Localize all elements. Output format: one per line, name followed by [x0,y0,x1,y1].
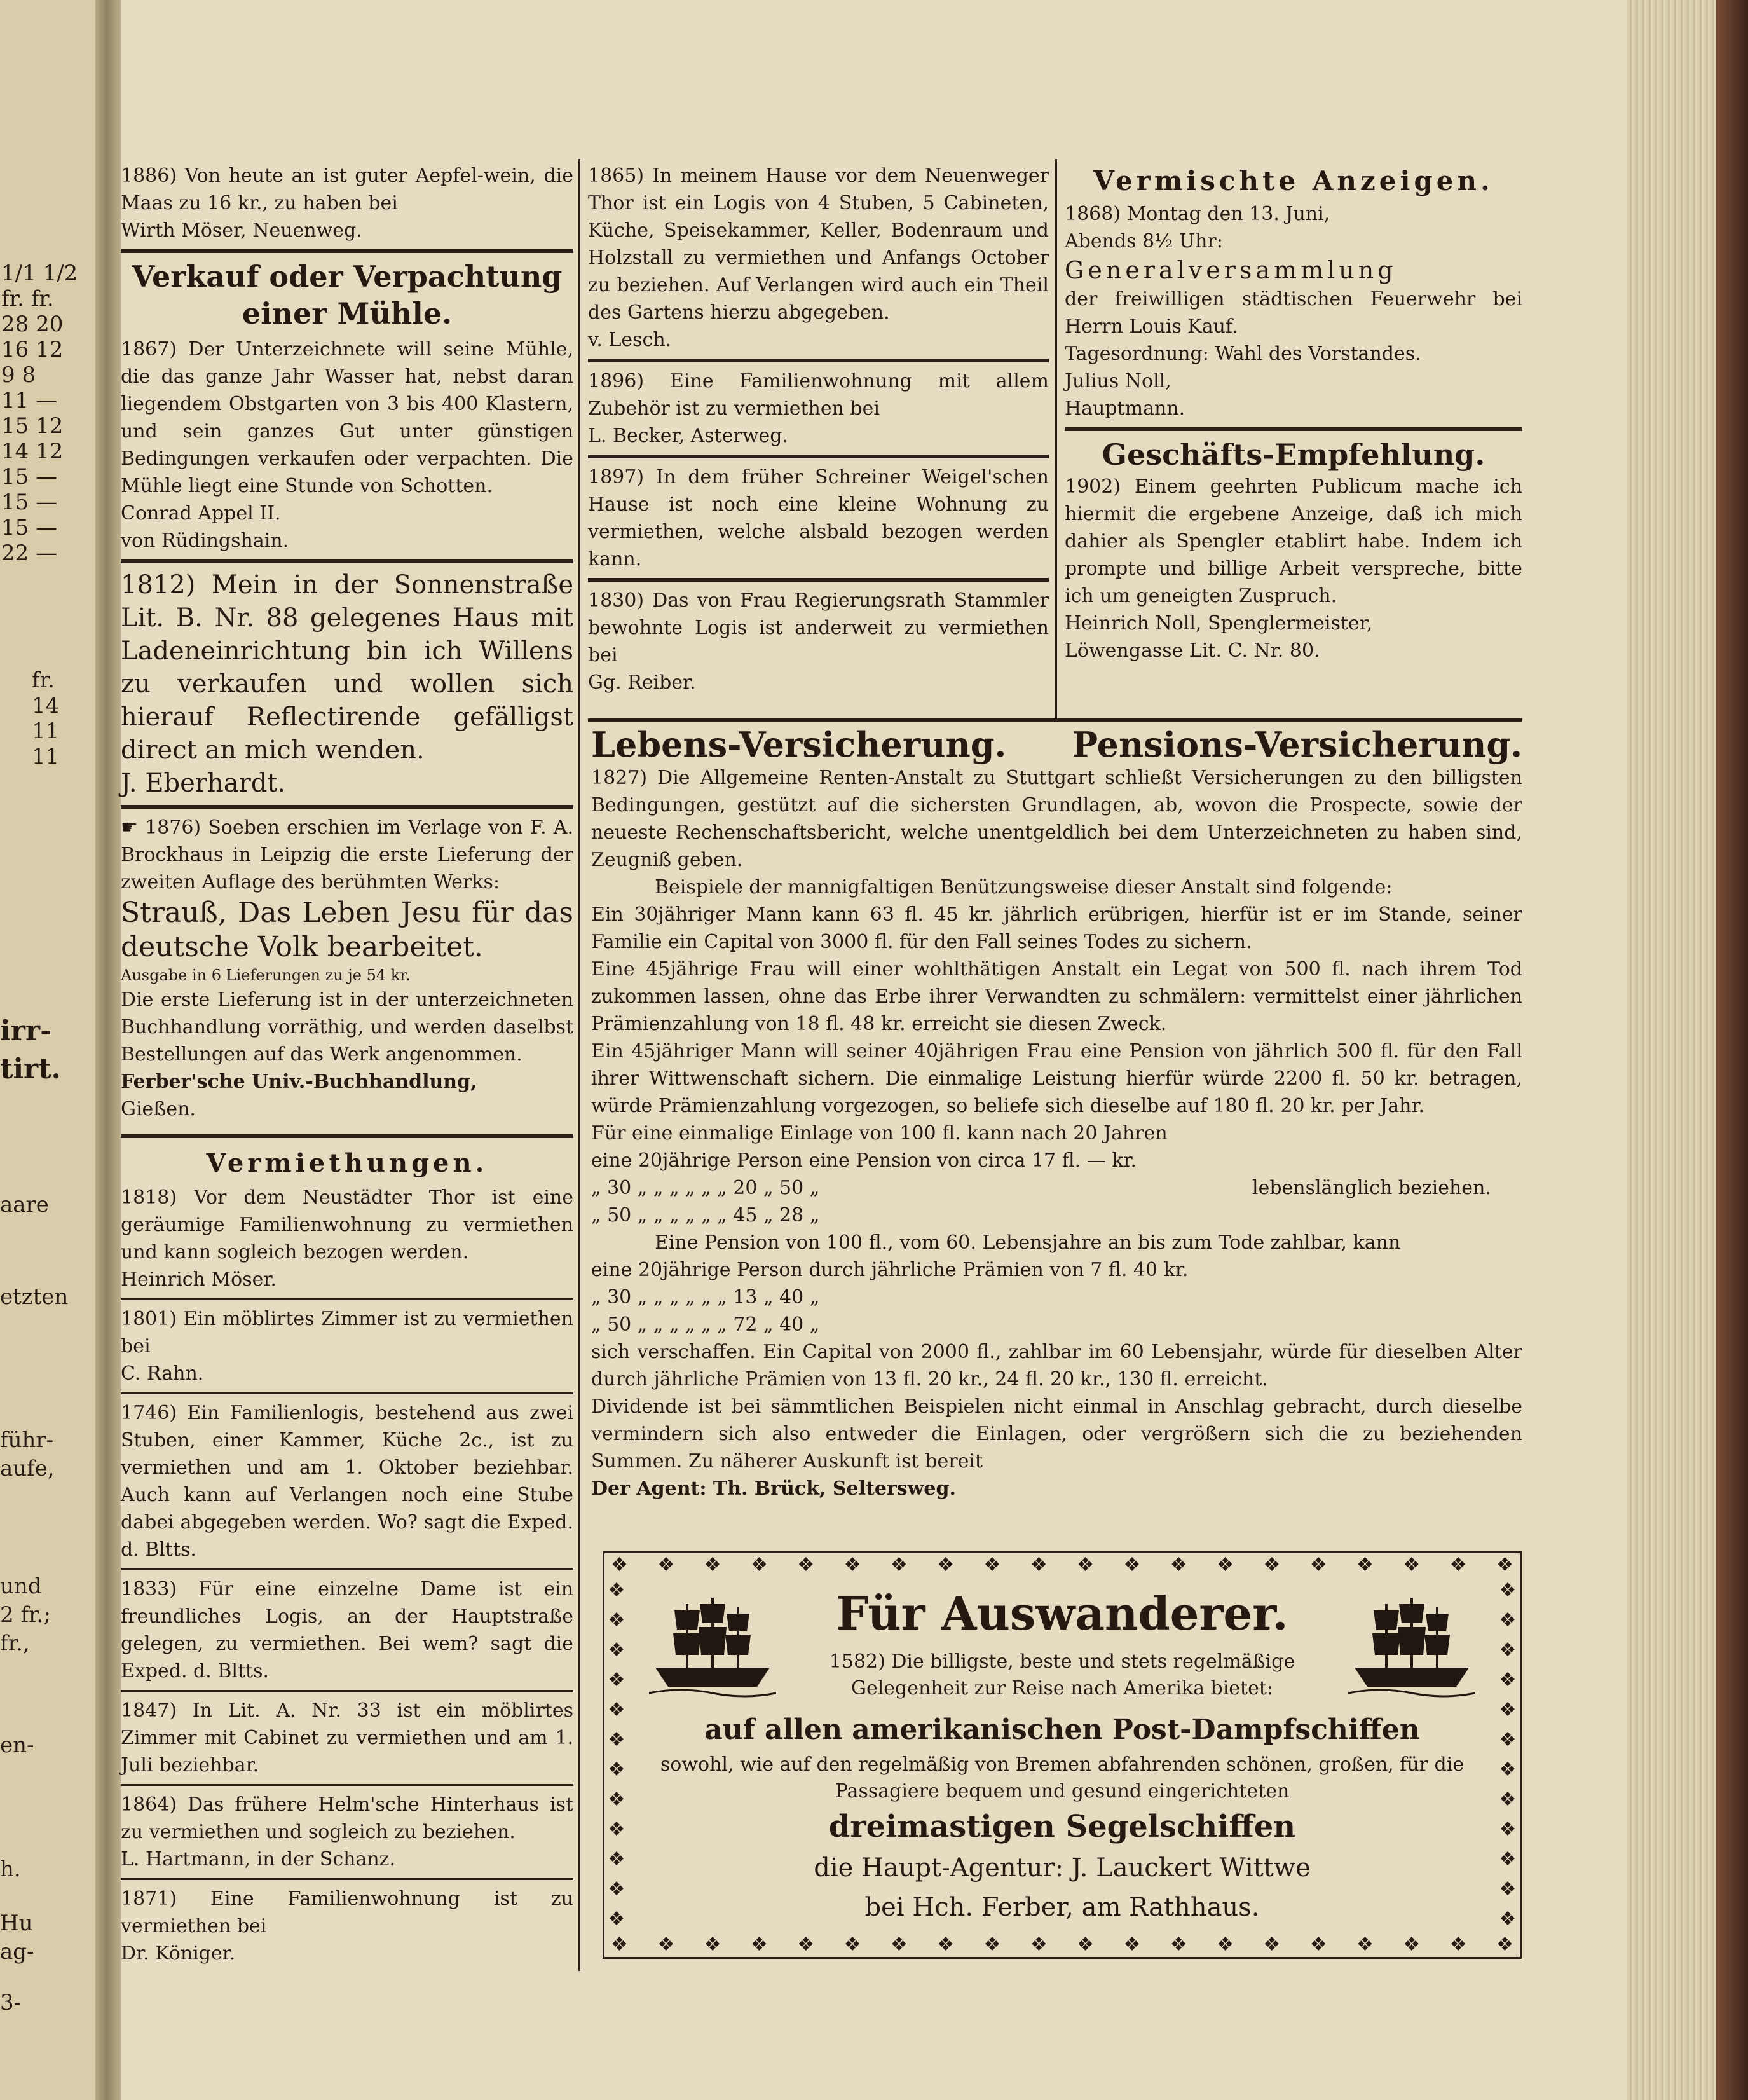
ad-1876: ☛ 1876) Soeben erschien im Verlage von F. A. Brockhaus in Leipzig die erste Lieferung der zweiten Auflage des berühmten Werks: Strauß, Das Leben Jesu für das deutsche Volk bearbeitet. Ausgabe in 6 Lieferungen zu je 54 kr. Die erste Lieferung ist in der unterzeichneten Buchhandlung vorräthig, und werden daselbst Bestellungen auf das Werk angenommen. Ferber'sche Univ.-Buchhandlung, Gießen. [121,816,573,1120]
column-2 [588,162,1049,696]
column-rule [1055,159,1057,718]
gutter-word: en- [0,1733,34,1758]
divider [121,1568,573,1570]
pension-table-1: Für eine einmalige Einlage von 100 fl. kann nach 20 Jahren eine 20jährige Person eine Pension von circa 17 fl. — kr. „ 30 „ „ „ „ „ „ 20 „ 50 „ „ 50 „ „ „ „ „ „ 45 „ 28 „ lebenslänglich beziehen. [591,1122,1491,1226]
gutter-word: tirt. [0,1053,61,1085]
emigrant-ad-frame [603,1551,1522,1959]
ad-1886: 1886) Von heute an ist guter Aepfel-wein, die Maas zu 16 kr., zu haben bei Wirth Möser, Neuenweg. [121,165,573,242]
gutter-word: 3- [0,1990,22,2015]
ad-1896: 1896) Eine Familienwohnung mit allem Zubehör ist zu vermiethen bei L. Becker, Asterweg. [588,370,1049,447]
sailing-ship-icon [1348,1591,1475,1699]
ad-1902: 1902) Einem geehrten Publicum mache ich hiermit die ergebene Anzeige, daß ich mich dahier als Spengler etablirt habe. Indem ich prompte und billige Arbeit verspreche, bitte ich um geneigten Zuspruch. Heinrich Noll, Spenglermeister, Löwengasse Lit. C. Nr. 80. [1065,476,1522,662]
column-rule [578,159,580,1971]
heading-geschaefts-empfehlung: Geschäfts-Empfehlung. [1102,437,1485,472]
emigrant-intro: 1582) Die billigste, beste und stets regelmäßige Gelegenheit zur Reise nach Amerika bietet: [829,1650,1295,1699]
divider [588,455,1049,458]
ad-1818: 1818) Vor dem Neustädter Thor ist eine geräumige Familienwohnung zu vermiethen und kann sogleich bezogen werden. Heinrich Möser. [121,1186,573,1291]
ad-1871: 1871) Eine Familienwohnung ist zu vermiethen bei Dr. Königer. [121,1888,573,1965]
gutter-word: und [0,1574,42,1599]
insurance-headings [591,725,1522,764]
heading-lebens-versicherung: Lebens-Versicherung. [591,724,1007,765]
ad-1812: 1812) Mein in der Sonnenstraße Lit. B. Nr. 88 gelegenes Haus mit Ladeneinrichtung bin ich Willens zu verkaufen und wollen sich hierauf Reflectirende gefälligst direct an mich wenden. J. Eberhardt. [121,570,573,798]
gutter-word: ag- [0,1939,34,1965]
divider [588,578,1049,582]
left-facing-page [0,0,105,2100]
gutter-word: etzten [0,1284,69,1310]
column-3 [1065,162,1522,664]
ad-1833: 1833) Für eine einzelne Dame ist ein freundliches Logis, an der Hauptstraße gelegen, zu vermiethen. Bei wem? sagt die Exped. d. Bltts. [121,1578,573,1682]
ad-1864: 1864) Das frühere Helm'sche Hinterhaus ist zu vermiethen und sogleich zu beziehen. L. Hartmann, in der Schanz. [121,1794,573,1870]
heading-muehle: Verkauf oder Verpachtung einer Mühle. [132,259,563,331]
heading-vermischte-anzeigen: Vermischte Anzeigen. [1093,165,1494,196]
heading-fuer-auswanderer: Für Auswanderer. [836,1586,1288,1640]
heading-pensions-versicherung: Pensions-Versicherung. [1072,724,1522,765]
divider [121,1690,573,1692]
column-1 [121,162,573,1967]
ornament-border-right: ❖ ❖ ❖ ❖ ❖ ❖ ❖ ❖ ❖ ❖ ❖ ❖ [1499,1579,1517,1930]
gutter-word: fr., [0,1631,30,1656]
ad-1868: 1868) Montag den 13. Juni, Abends 8½ Uhr: Generalversammlung der freiwilligen städtischen Feuerwehr bei Herrn Louis Kauf. Tagesordnung: Wahl des Vorstandes. Julius Noll, Hauptmann. [1065,203,1522,420]
gutter-word: aufe, [0,1456,55,1481]
divider [121,1878,573,1880]
gutter-word: führ- [0,1427,54,1453]
gutter-table-2: fr. 14 11 11 [32,668,60,769]
gutter-table: 1/1 1/2 fr. fr. 28 20 16 12 9 8 11 — 15 12 14 12 15 — 15 — 15 — 22 — [1,261,78,566]
emigrant-agentur: die Haupt-Agentur: J. Lauckert Wittwe [814,1853,1311,1883]
divider [121,1392,573,1394]
ornament-border-bottom: ❖ ❖ ❖ ❖ ❖ ❖ ❖ ❖ ❖ ❖ ❖ ❖ ❖ ❖ ❖ ❖ ❖ ❖ ❖ ❖ [611,1933,1513,1956]
divider [121,1298,573,1300]
emigrant-heading-wrap [782,1585,1342,1642]
ad-1801: 1801) Ein möblirtes Zimmer ist zu vermiethen bei C. Rahn. [121,1308,573,1385]
gutter-word: irr- [0,1015,52,1047]
section-divider [588,718,1522,722]
divider [121,559,573,563]
emigrant-segelschiffen: dreimastigen Segelschiffen [828,1809,1296,1844]
ad-1867: 1867) Der Unterzeichnete will seine Mühle, die das ganze Jahr Wasser hat, nebst daran liegendem Obstgarten von 3 bis 400 Klastern, und sein ganzes Gut unter günstigen Bedingungen verkaufen oder verpachten. Die Mühle liegt eine Stunde von Schotten. Conrad Appel II. von Rüdingshain. [121,338,573,552]
ad-1865: 1865) In meinem Hause vor dem Neuenweger Thor ist ein Logis von 4 Stuben, 5 Cabineten, Küche, Speisekammer, Keller, Bodenraum und Holzstall zu vermiethen und Anfangs October zu beziehen. Auf Verlangen wird auch ein Theil des Gartens hierzu abgegeben. v. Lesch. [588,165,1049,351]
ad-1830: 1830) Das von Frau Regierungsrath Stammler bewohnte Logis ist anderweit zu vermiethen bei Gg. Reiber. [588,589,1049,694]
ornament-border-top: ❖ ❖ ❖ ❖ ❖ ❖ ❖ ❖ ❖ ❖ ❖ ❖ ❖ ❖ ❖ ❖ ❖ ❖ ❖ ❖ [611,1554,1513,1576]
gutter-word: Hu [0,1911,33,1936]
emigrant-ferber: bei Hch. Ferber, am Rathhaus. [864,1893,1260,1922]
book-cover-edge [1716,0,1748,2100]
binding-shadow [95,0,124,2100]
heading-vermiethungen: Vermiethungen. [206,1148,488,1178]
divider [121,249,573,253]
divider [588,359,1049,362]
divider [121,1784,573,1786]
divider [121,1134,573,1138]
divider [121,805,573,809]
ad-1847: 1847) In Lit. A. Nr. 33 ist ein möblirtes Zimmer mit Cabinet zu vermiethen und am 1. Juli beziehbar. [121,1699,573,1776]
ad-1897: 1897) In dem früher Schreiner Weigel'schen Hause ist noch eine kleine Wohnung zu vermiethen, welche alsbald bezogen werden kann. [588,466,1049,570]
gutter-word: aare [0,1192,49,1218]
gutter-word: h. [0,1856,21,1882]
ornament-border-left: ❖ ❖ ❖ ❖ ❖ ❖ ❖ ❖ ❖ ❖ ❖ ❖ [608,1579,625,1930]
insurance-ad: Lebens-Versicherung. Pensions-Versicherung. 1827) Die Allgemeine Renten-Anstalt zu Stuttgart schließt Versicherungen zu den billigsten Bedingungen, gestützt auf die sichersten Grundlagen, ab, wovon die Prospecte, sowie der neueste Rechenschaftsbericht, welche unentgeldlich bei dem Unterzeichneten zu haben sind, Zeugniß geben. Beispiele der mannigfaltigen Benützungsweise dieser Anstalt sind folgende: Ein 30jähriger Mann kann 63 fl. 45 kr. jährlich erübrigen, hierfür ist er im Stande, seiner Familie ein Capital von 3000 fl. für den Fall seines Todes zu sichern. Eine 45jährige Frau will einer wohlthätigen Anstalt ein Legat von 500 fl. nach ihrem Tod zukommen lassen, ohne das Erbe ihrer Verwandten zu schmälern: vermittelst einer jährlichen Prämienzahlung von 18 fl. 48 kr. erreicht sie diesen Zweck. Ein 45jähriger Mann will seiner 40jährigen Frau eine Pension von jährlich 500 fl. für den Fall ihrer Wittwenschaft sichern. Die einmalige Leistung hierfür würde 2200 fl. 50 kr. betragen, würde Prämienzahlung vorgezogen, so beliefe sich dieselbe auf 180 fl. 20 kr. per Jahr. Für eine einmalige Einlage von 100 fl. kann nach 20 Jahren eine 20jährige Person eine Pension von circa 17 fl. — kr. „ 30 „ „ „ „ „ „ 20 „ 50 „ „ 50 „ „ „ „ „ „ 45 „ 28 „ lebenslänglich beziehen. Eine Pension von 100 fl., vom 60. Lebensjahre an bis zum Tode zahlbar, kann eine 20jährige Person durch jährliche Prämien von 7 fl. 40 kr. „ 30 „ „ „ „ „ „ 13 „ 40 „ „ 50 „ „ „ „ „ „ 72 „ 40 „ sich verschaffen. Ein Capital von 2000 fl., zahlbar im 60 Lebensjahr, würde für dieselben Alter durch jährliche Prämien von 13 fl. 20 kr., 24 fl. 20 kr., 130 fl. erreicht. Dividende ist bei sämmtlichen Beispielen nicht einmal in Anschlag gebracht, durch dieselbe vermindern sich also entweder die Einlagen, oder vergrößern sich die zu beziehenden Summen. Zu näherer Auskunft ist bereit Der Agent: Th. Brück, Seltersweg. [591,724,1522,1500]
emigrant-dampfschiffen: auf allen amerikanischen Post-Dampfschiffen [704,1713,1420,1746]
sailing-ship-icon [649,1591,776,1699]
emigrant-text: sowohl, wie auf den regelmäßig von Bremen abfahrenden schönen, großen, für die Passagiere bequem und gesund eingerichteten [660,1753,1465,1802]
ad-1746: 1746) Ein Familienlogis, bestehend aus zwei Stuben, einer Kammer, Küche 2c., ist zu vermiethen und am 1. Oktober beziehbar. Auch kann auf Verlangen noch eine Stube dabei abgegeben werden. Wo? sagt die Exped. d. Bltts. [121,1402,573,1561]
divider [1065,427,1522,431]
gutter-word: 2 fr.; [0,1602,51,1628]
